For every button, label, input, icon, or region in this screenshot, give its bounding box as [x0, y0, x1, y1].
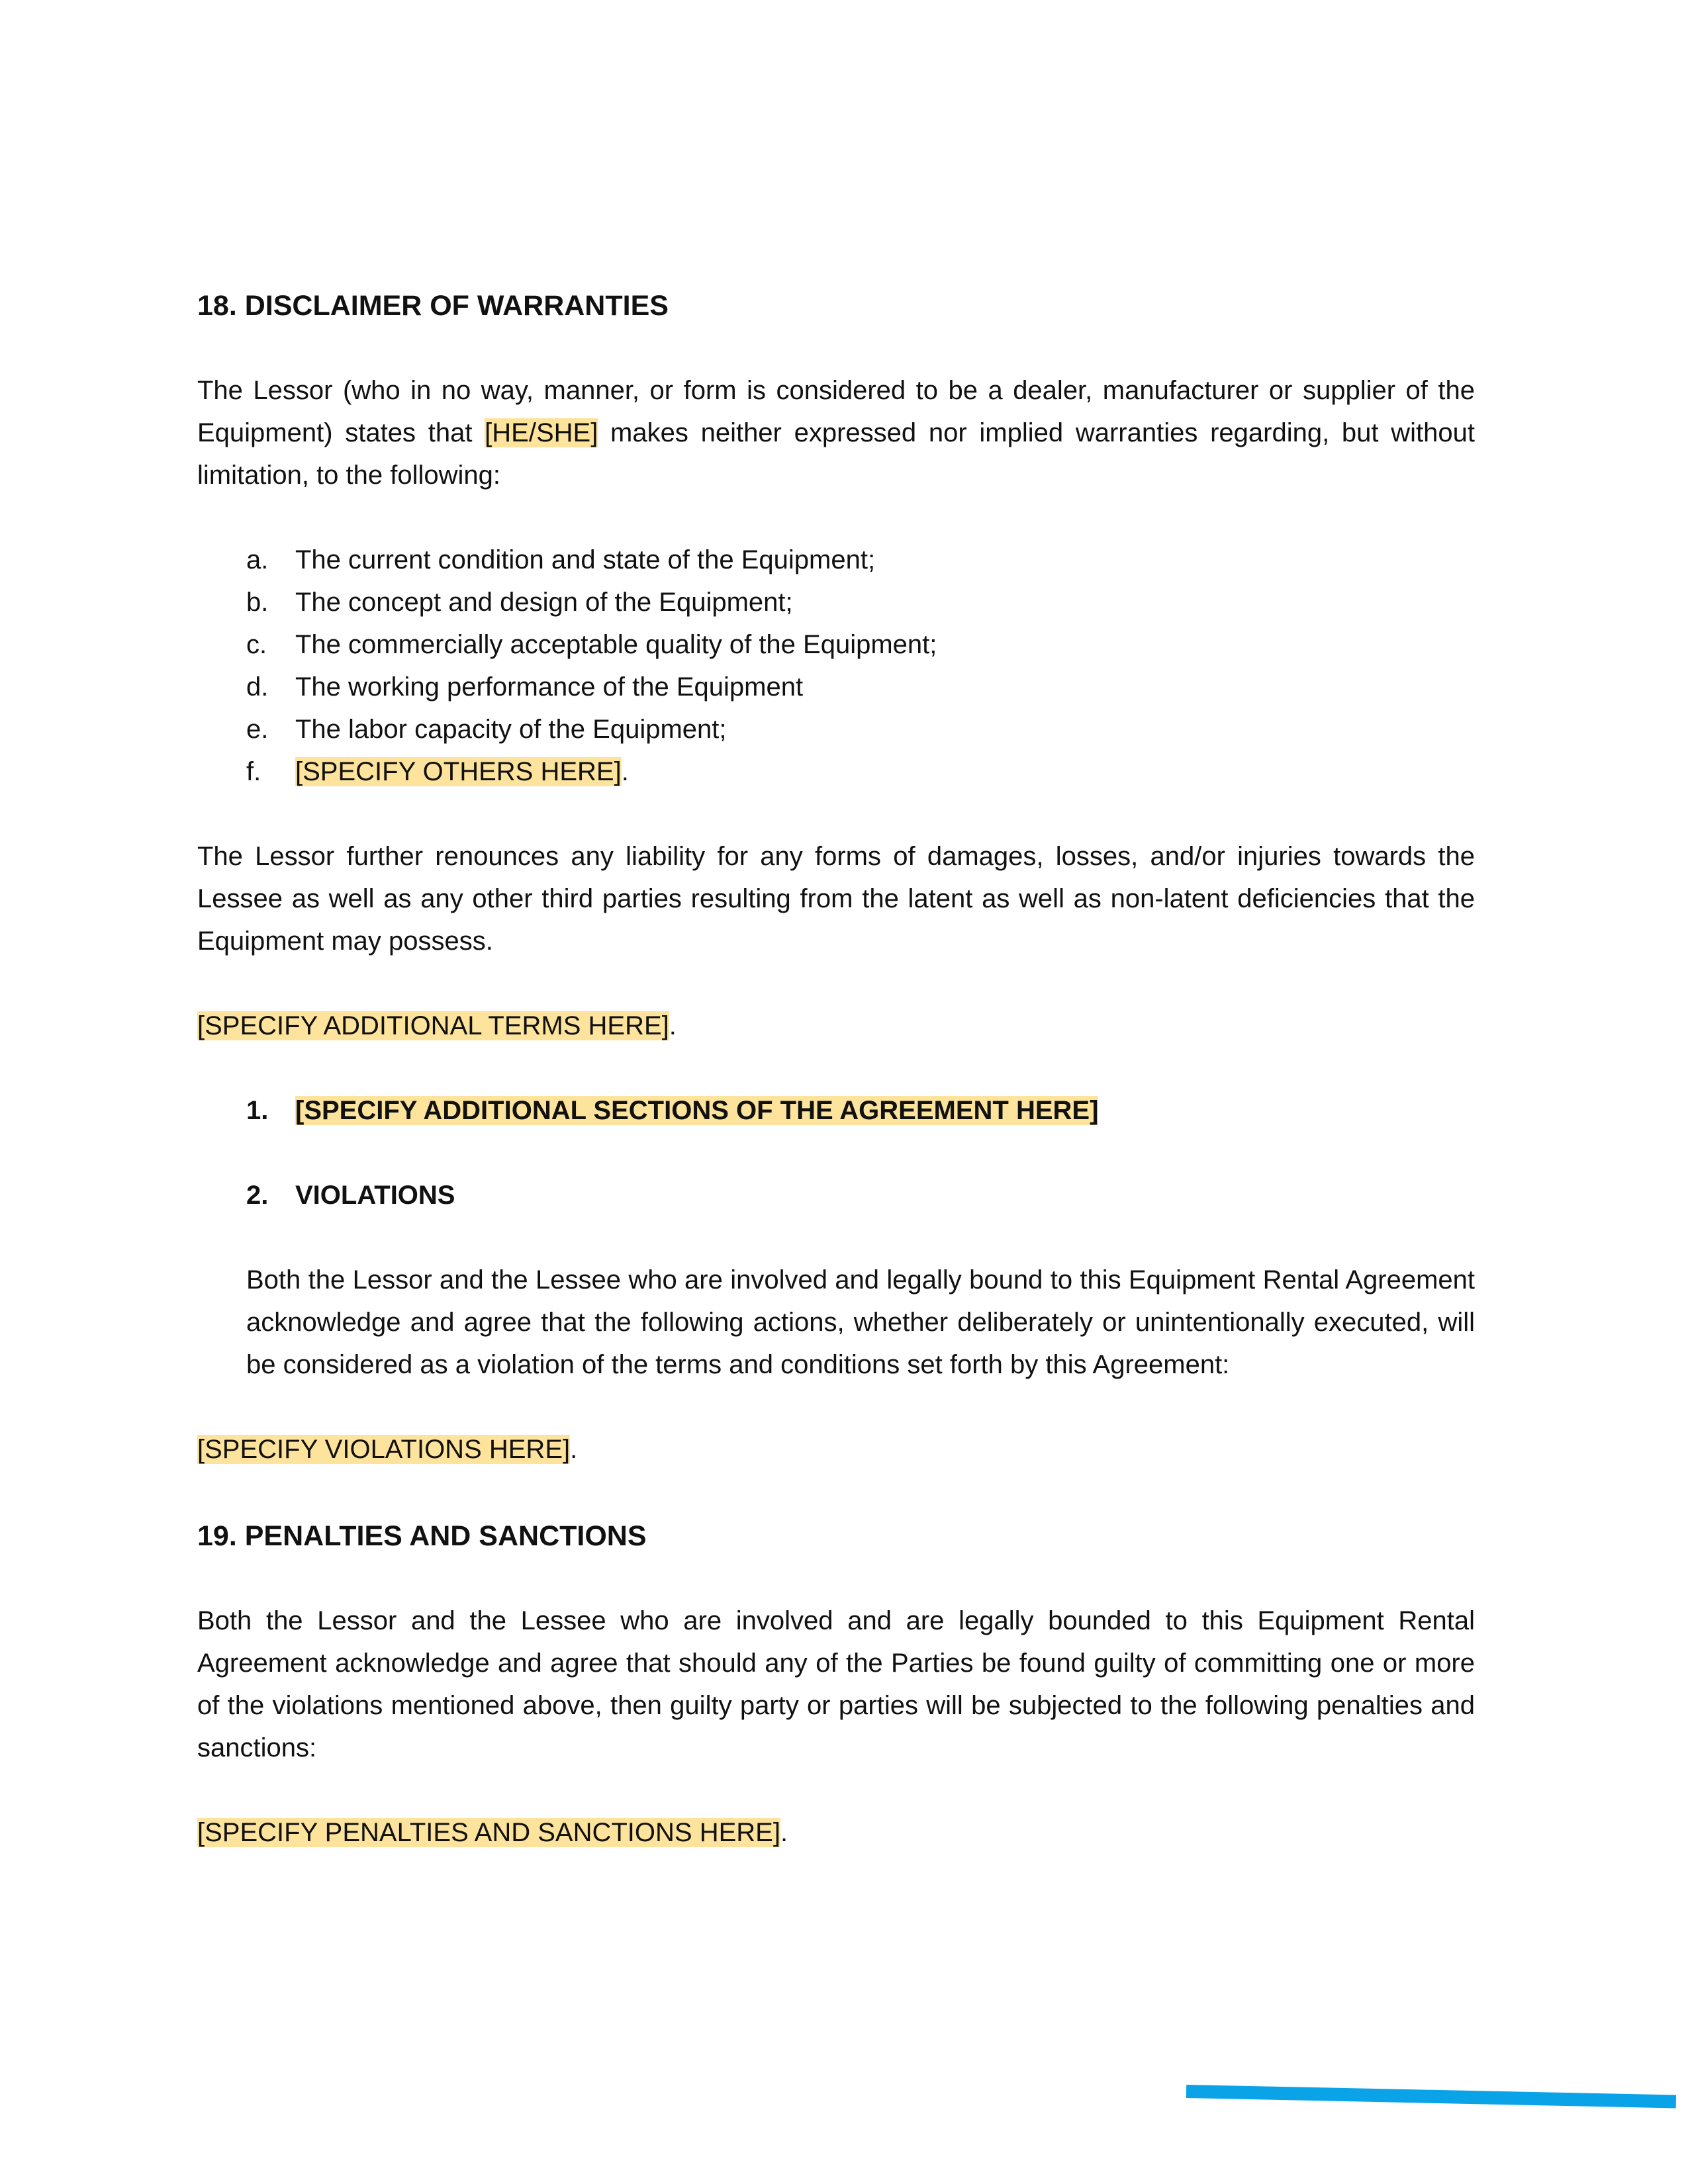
- violations-suffix: .: [570, 1435, 578, 1464]
- numbered-item-violations: [197, 1174, 1475, 1216]
- numbered-marker: 1.: [246, 1096, 269, 1125]
- list-item-text: The concept and design of the Equipment;: [295, 588, 793, 617]
- additional-terms-placeholder: [SPECIFY ADDITIONAL TERMS HERE]: [197, 1011, 669, 1040]
- violations-heading: VIOLATIONS: [295, 1181, 455, 1210]
- list-marker: a.: [246, 545, 269, 574]
- violations-paragraph: Both the Lessor and the Lessee who are involved and legally bound to this Equipment Rental Agreement acknowledge and agree that the following actions, whether deliberately or unintentionally executed, will be considered as a violation of the terms and conditions set forth by this Agreement:: [246, 1265, 1475, 1379]
- document-page: [197, 285, 1475, 1854]
- list-marker: d.: [246, 672, 269, 702]
- section-19-heading: 19. PENALTIES AND SANCTIONS: [197, 1520, 647, 1552]
- accent-bar-decoration: [1186, 2085, 1676, 2108]
- numbered-marker: 2.: [246, 1181, 269, 1210]
- penalties-paragraph: Both the Lessor and the Lessee who are involved and are legally bounded to this Equipment Rental Agreement acknowledge and agree that should any of the Parties be found guilty of committing one or more of the violations mentioned above, then guilty party or parties will be subjected to the following penalties and sanctions:: [197, 1606, 1475, 1762]
- list-item-suffix: .: [621, 757, 629, 786]
- list-item-text: The current condition and state of the Equipment;: [295, 545, 876, 574]
- list-marker: f.: [246, 757, 261, 786]
- intro-text-part2: makes neither expressed nor implied warranties regarding, but without limitation, to the following:: [197, 418, 1475, 490]
- additional-terms-suffix: .: [669, 1011, 677, 1040]
- liability-paragraph: The Lessor further renounces any liability for any forms of damages, losses, and/or injuries towards the Lessee as well as any other third parties resulting from the latent as well as non-latent deficiencies that the Equipment may possess.: [197, 842, 1475, 956]
- list-item: [197, 581, 1475, 623]
- list-marker: c.: [246, 630, 267, 659]
- warranty-list: [197, 539, 1475, 793]
- list-item-text: The commercially acceptable quality of the Equipment;: [295, 630, 937, 659]
- list-marker: b.: [246, 588, 269, 617]
- list-item: [197, 751, 1475, 793]
- intro-text-part1: The Lessor (who in no way, manner, or form is considered to be a dealer, manufacturer or supplier of the Equipment) states that: [197, 376, 1475, 447]
- section-18-heading: 18. DISCLAIMER OF WARRANTIES: [197, 290, 669, 322]
- numbered-item-additional-sections: [197, 1089, 1475, 1132]
- he-she-placeholder: [HE/SHE]: [485, 418, 598, 447]
- list-item-text: The labor capacity of the Equipment;: [295, 715, 727, 744]
- list-item: [197, 623, 1475, 666]
- list-item: [197, 539, 1475, 581]
- list-marker: e.: [246, 715, 269, 744]
- list-item: [197, 666, 1475, 708]
- others-placeholder: [SPECIFY OTHERS HERE]: [295, 757, 622, 786]
- section-18-intro: [197, 369, 1475, 496]
- list-item-text: The working performance of the Equipment: [295, 672, 804, 702]
- additional-sections-placeholder: [SPECIFY ADDITIONAL SECTIONS OF THE AGREEMENT HERE]: [295, 1096, 1099, 1125]
- penalties-line: [197, 1811, 1475, 1854]
- violations-placeholder: [SPECIFY VIOLATIONS HERE]: [197, 1435, 571, 1464]
- list-item: [197, 708, 1475, 751]
- additional-terms-line: [197, 1005, 1475, 1047]
- penalties-suffix: .: [780, 1818, 788, 1847]
- penalties-placeholder: [SPECIFY PENALTIES AND SANCTIONS HERE]: [197, 1818, 780, 1847]
- violations-line: [197, 1428, 1475, 1471]
